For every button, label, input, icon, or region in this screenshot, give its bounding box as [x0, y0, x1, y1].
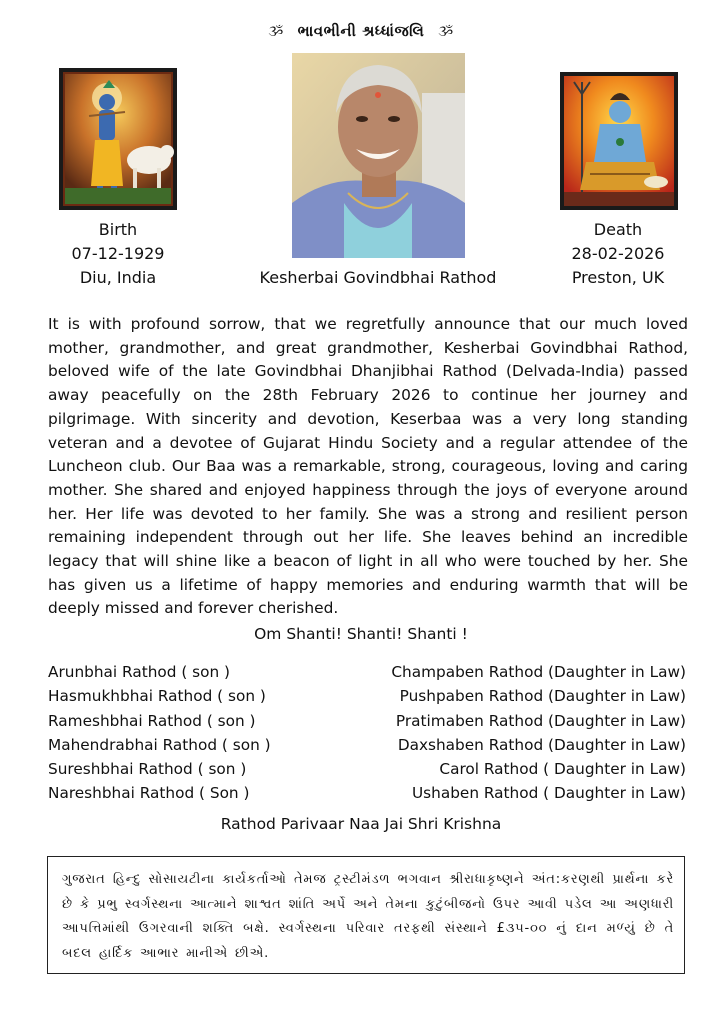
birth-date: 07-12-1929 [71, 244, 165, 263]
list-item: Arunbhai Rathod ( son ) [48, 663, 231, 681]
list-item: Nareshbhai Rathod ( Son ) [48, 784, 250, 803]
om-symbol-right: ૐ [438, 24, 454, 40]
birth-info [48, 218, 188, 290]
daughters-in-law-list [356, 660, 686, 806]
list-item: Champaben Rathod (Daughter in Law) [391, 663, 686, 681]
om-shanti-line: Om Shanti! Shanti! Shanti ! [254, 625, 468, 643]
list-item: Pratimaben Rathod (Daughter in Law) [395, 711, 686, 730]
society-condolence-box: ગુજરાત હિન્દુ સોસાયટીના કાર્યકર્તાઓ તેમજ ટ્રસ્ટીમંડળ ભગવાન શ્રીરાધાકૃષ્ણને અંત:કરણથી પ્રાર્થના કરે છે કે પ્રભુ સ્વર્ગસ્થના આત્માને શાશ્વત શાંતિ અર્પે અને તેમના કુટુંબીજનો ઉપર આવી પડેલ આ અણધારી આપત્તિમાંથી ઉગરવાની શક્તિ બક્ષે. સ્વર્ગસ્થના પરિવાર તરફથી સંસ્થાને £૩૫-૦૦ નું દાન મળ્યું છે તે બદલ હાર્દિક આભાર માનીએ છીએ. [47, 856, 685, 974]
list-item: Mahendrabhai Rathod ( son ) [48, 735, 271, 754]
om-symbol-left: ૐ [268, 24, 284, 40]
list-item: Sureshbhai Rathod ( son ) [48, 760, 247, 779]
list-item: Rameshbhai Rathod ( son ) [48, 711, 256, 730]
birth-label: Birth [98, 220, 138, 239]
krishna-image [59, 68, 177, 210]
death-date: 28-02-2026 [571, 244, 665, 263]
tribute-paragraph: It is with profound sorrow, that we regretfully announce that our much loved mother, grandmother, and great grandmother, Kesherbai Govindbhai Rathod, beloved wife of the late Govindbhai Dhanjibhai Rathod (Delvada-India) passed away peacefully on the 28th February 2026 to continue her journey and pilgrimage. With sincerity and devotion, Keserbaa was a very long standing veteran and a devotee of Gujarat Hindu Society and a regular attendee of the Luncheon club. Our Baa was a remarkable, strong, courageous, loving and caring mother. She shared and enjoyed happiness through the joys of everyone around her. Her life was devoted to her family. She was a strong and resilient person remaining independent through out her life. She leaves behind an incredible legacy that will shine like a beacon of light in all who were touched by her. She has given us a lifetime of happy memories and enduring warmth that will be deeply missed and forever cherished. [48, 315, 688, 618]
list-item: Hasmukhbhai Rathod ( son ) [48, 687, 266, 706]
sons-list [48, 660, 348, 806]
death-info [548, 218, 688, 290]
death-place: Preston, UK [571, 268, 665, 287]
closing-line: Rathod Parivaar Naa Jai Shri Krishna [220, 815, 502, 833]
shiva-image [560, 72, 678, 210]
list-item: Pushpaben Rathod (Daughter in Law) [399, 687, 686, 706]
list-item: Ushaben Rathod ( Daughter in Law) [411, 784, 686, 803]
list-item: Carol Rathod ( Daughter in Law) [439, 760, 686, 779]
list-item: Daxshaben Rathod (Daughter in Law) [397, 735, 686, 754]
title-text: ભાવભીની શ્રધ્ધાંજલિ [297, 22, 425, 40]
deceased-name: Kesherbai Govindbhai Rathod [259, 268, 497, 287]
memorial-title [0, 22, 722, 40]
death-label: Death [593, 220, 643, 239]
birth-place: Diu, India [79, 268, 157, 287]
portrait-photo [292, 53, 465, 258]
